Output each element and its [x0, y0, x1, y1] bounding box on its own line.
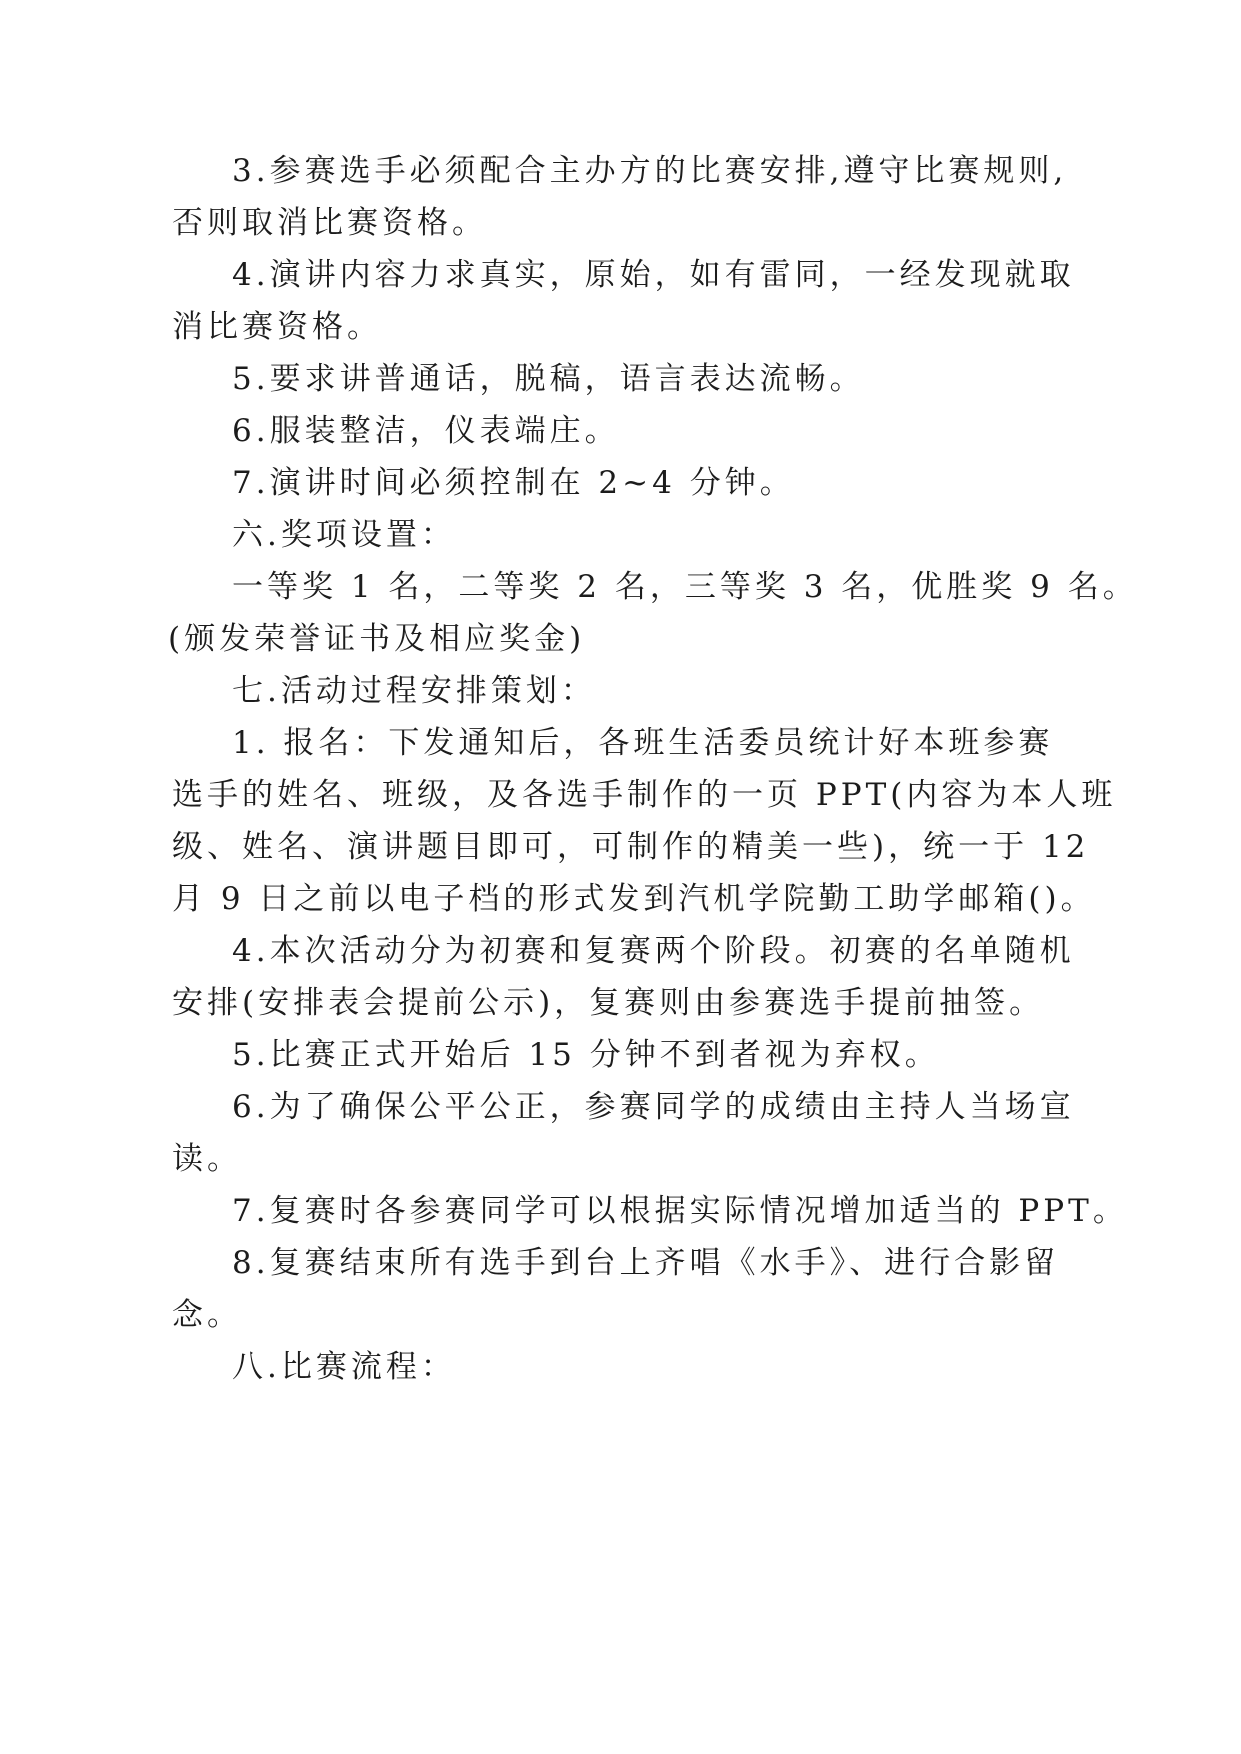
line-process-6: 6.为了确保公平公正，参赛同学的成绩由主持人当场宣 — [232, 1089, 1075, 1125]
line-rule-3-cont: 否则取消比赛资格。 — [172, 205, 487, 241]
line-rule-7: 7.演讲时间必须控制在 2~4 分钟。 — [232, 465, 795, 501]
line-process-4: 4.本次活动分为初赛和复赛两个阶段。初赛的名单随机 — [232, 933, 1075, 969]
line-process-6-cont: 读。 — [172, 1141, 242, 1177]
line-awards-cont: (颁发荣誉证书及相应奖金) — [168, 621, 586, 657]
line-process-1-cont-b: 级、姓名、演讲题目即可，可制作的精美一些)，统一于 12 — [172, 829, 1090, 865]
line-awards: 一等奖 1 名，二等奖 2 名，三等奖 3 名，优胜奖 9 名。 — [232, 569, 1138, 605]
line-rule-5: 5.要求讲普通话，脱稿，语言表达流畅。 — [232, 361, 865, 397]
line-process-7: 7.复赛时各参赛同学可以根据实际情况增加适当的 PPT。 — [232, 1193, 1128, 1229]
line-rule-3: 3.参赛选手必须配合主办方的比赛安排,遵守比赛规则, — [232, 153, 1068, 189]
line-process-4-cont: 安排(安排表会提前公示)，复赛则由参赛选手提前抽签。 — [172, 985, 1045, 1021]
section-heading-competition-flow: 八.比赛流程： — [232, 1349, 456, 1385]
line-process-1: 1. 报名：下发通知后，各班生活委员统计好本班参赛 — [232, 725, 1054, 761]
line-rule-6: 6.服装整洁，仪表端庄。 — [232, 413, 620, 449]
line-process-5: 5.比赛正式开始后 15 分钟不到者视为弃权。 — [232, 1037, 940, 1073]
section-heading-process: 七.活动过程安排策划： — [232, 673, 596, 709]
line-process-1-cont-a: 选手的姓名、班级，及各选手制作的一页 PPT(内容为本人班 — [172, 777, 1117, 813]
section-heading-awards: 六.奖项设置： — [232, 517, 456, 553]
line-process-1-cont-c: 月 9 日之前以电子档的形式发到汽机学院勤工助学邮箱()。 — [172, 881, 1096, 917]
line-rule-4: 4.演讲内容力求真实，原始，如有雷同，一经发现就取 — [232, 257, 1075, 293]
line-process-8: 8.复赛结束所有选手到台上齐唱《水手》、进行合影留 — [232, 1245, 1060, 1281]
line-process-8-cont: 念。 — [172, 1297, 242, 1333]
line-rule-4-cont: 消比赛资格。 — [172, 309, 382, 345]
